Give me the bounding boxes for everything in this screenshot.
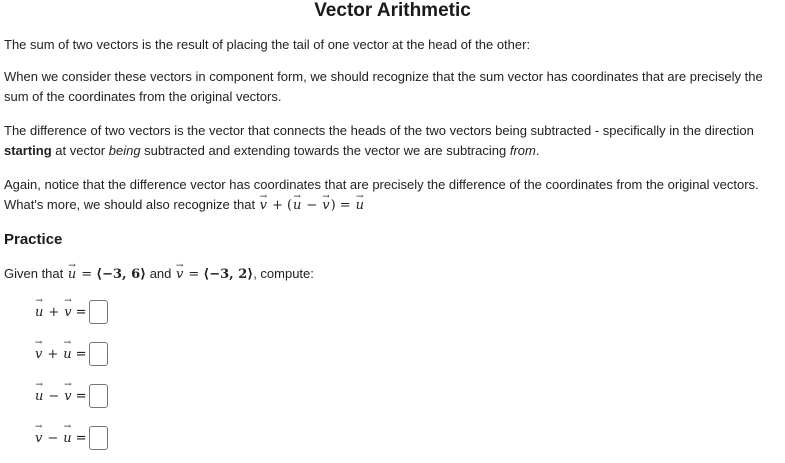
given-v-value: ⟨−3, 2⟩ bbox=[203, 267, 254, 282]
given-prefix: Given that bbox=[4, 266, 67, 281]
problem-row-u-minus-v bbox=[34, 383, 108, 409]
identity-v2: → v bbox=[321, 196, 330, 216]
problem-1-left: → u bbox=[34, 305, 44, 320]
component-form-paragraph: When we consider these vectors in component form, we should recognize that the sum vector has coordinates that are precisely the sum of the coordinates from the original vectors. bbox=[4, 69, 763, 104]
problem-4-right: → u bbox=[62, 431, 72, 446]
problem-4-left: → v bbox=[34, 431, 43, 446]
difference-text-2: at vector bbox=[51, 143, 109, 158]
given-u-value: ⟨−3, 6⟩ bbox=[96, 267, 147, 282]
problem-1-operator: + bbox=[48, 304, 60, 320]
given-and: and bbox=[146, 266, 175, 281]
difference-text-4: . bbox=[535, 143, 540, 158]
problem-3-operator: − bbox=[48, 388, 60, 404]
answer-input-v-minus-u[interactable] bbox=[89, 426, 108, 450]
problem-row-u-plus-v bbox=[34, 299, 108, 325]
answer-input-u-minus-v[interactable] bbox=[89, 384, 108, 408]
answer-input-u-plus-v[interactable] bbox=[89, 300, 108, 324]
answer-input-v-plus-u[interactable] bbox=[89, 342, 108, 366]
given-u-symbol: → u bbox=[67, 265, 77, 285]
identity-formula bbox=[259, 198, 365, 213]
difference-italic-from: from bbox=[509, 143, 536, 158]
problem-2-equals: = bbox=[75, 346, 87, 362]
sum-intro-paragraph: The sum of two vectors is the result of placing the tail of one vector at the head of the other: bbox=[4, 37, 531, 52]
identity-result-u: → u bbox=[355, 196, 365, 216]
difference-bold-starting: starting bbox=[4, 143, 52, 158]
problem-4-operator: − bbox=[47, 430, 59, 446]
identity-u: → u bbox=[292, 196, 302, 216]
page-title: Vector Arithmetic bbox=[314, 0, 471, 21]
problem-1-equals: = bbox=[75, 304, 87, 320]
problem-1-right: → v bbox=[63, 305, 72, 320]
problem-2-left: → v bbox=[34, 347, 43, 362]
problem-2-right: → u bbox=[62, 347, 72, 362]
identity-close-paren: ) bbox=[330, 198, 336, 213]
given-suffix: , compute: bbox=[253, 266, 314, 281]
again-text: Again, notice that the difference vector has coordinates that are precisely the difference of the coordinates from the original vectors. What's more, we should also recognize that bbox=[4, 177, 759, 212]
identity-plus: + bbox=[272, 198, 283, 213]
problem-3-right: → v bbox=[63, 389, 72, 404]
difference-text-1: The difference of two vectors is the vector that connects the heads of the two vectors being subtracted - specifically in the direction bbox=[4, 123, 754, 138]
given-u-equals: = bbox=[81, 267, 93, 282]
problem-3-left: → u bbox=[34, 389, 44, 404]
practice-heading: Practice bbox=[4, 231, 63, 248]
problem-4-equals: = bbox=[75, 430, 87, 446]
given-v-equals: = bbox=[188, 267, 200, 282]
difference-italic-being: being bbox=[108, 143, 141, 158]
given-statement bbox=[4, 264, 314, 285]
given-v-symbol: → v bbox=[175, 265, 184, 285]
problem-3-equals: = bbox=[75, 388, 87, 404]
identity-minus: − bbox=[306, 198, 318, 213]
problem-row-v-minus-u bbox=[34, 425, 108, 451]
difference-paragraph bbox=[4, 121, 774, 161]
identity-v: → v bbox=[259, 196, 268, 216]
difference-text-3: subtracted and extending towards the vector we are subtracing bbox=[140, 143, 510, 158]
problem-row-v-plus-u bbox=[34, 341, 108, 367]
again-paragraph bbox=[4, 175, 774, 216]
identity-open-paren: ( bbox=[286, 198, 293, 213]
problem-2-operator: + bbox=[47, 346, 59, 362]
identity-equals: = bbox=[339, 198, 351, 213]
